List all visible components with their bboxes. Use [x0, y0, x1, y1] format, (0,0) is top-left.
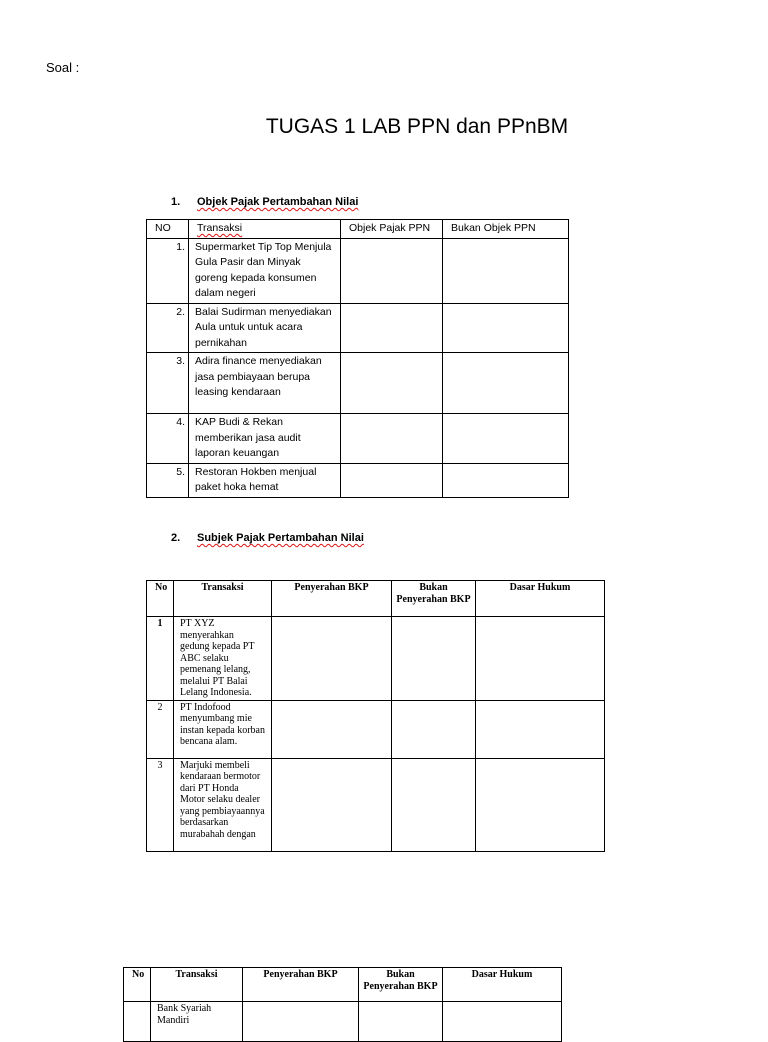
row-transaksi: PT Indofood menyumbang mie instan kepada korban bencana alam. [174, 700, 272, 758]
row-transaksi: Bank Syariah Mandiri [151, 1002, 243, 1042]
column-header-bukan-penyerahan-bkp: Bukan Penyerahan BKP [359, 968, 443, 1002]
table-row [124, 1002, 562, 1042]
row-number: 5. [147, 463, 189, 497]
column-header-bukan-objek: Bukan Objek PPN [443, 220, 569, 239]
column-header-no: No [124, 968, 151, 1002]
row-number: 2. [147, 303, 189, 353]
section-1-number: 1. [171, 196, 181, 208]
row-bukan-cell[interactable] [443, 238, 569, 303]
row-number: 1. [147, 238, 189, 303]
column-header-dasar-hukum: Dasar Hukum [476, 581, 605, 617]
row-transaksi: Balai Sudirman menyediakan Aula untuk untuk acara pernikahan [189, 303, 341, 353]
subjek-pajak-table [146, 580, 605, 852]
section-1-heading [171, 196, 358, 208]
column-header-transaksi: Transaksi [189, 220, 341, 239]
row-number: 3 [147, 758, 174, 851]
column-header-bukan-penyerahan-bkp: Bukan Penyerahan BKP [392, 581, 476, 617]
table-row [147, 617, 605, 701]
column-header-transaksi: Transaksi [151, 968, 243, 1002]
row-transaksi: PT XYZ menyerahkan gedung kepada PT ABC selaku pemenang lelang, melalui PT Balai Lelang Indonesia. [174, 617, 272, 701]
section-2-title: Subjek Pajak Pertambahan Nilai [197, 532, 364, 544]
column-header-no: No [147, 581, 174, 617]
row-number: 4. [147, 414, 189, 464]
row-transaksi: Supermarket Tip Top Menjula Gula Pasir dan Minyak goreng kepada konsumen dalam negeri [189, 238, 341, 303]
table-row [147, 238, 569, 303]
row-bukan-penyerahan-cell[interactable] [392, 617, 476, 701]
column-header-dasar-hukum: Dasar Hukum [443, 968, 562, 1002]
row-dasar-hukum-cell[interactable] [476, 700, 605, 758]
objek-pajak-table [146, 219, 569, 498]
row-bukan-penyerahan-cell[interactable] [392, 700, 476, 758]
column-header-objek: Objek Pajak PPN [341, 220, 443, 239]
table-row [147, 758, 605, 851]
row-dasar-hukum-cell[interactable] [443, 1002, 562, 1042]
row-number: 1 [147, 617, 174, 701]
section-1-title: Objek Pajak Pertambahan Nilai [197, 196, 359, 208]
page-title: TUGAS 1 LAB PPN dan PPnBM [265, 115, 569, 138]
table-row [147, 700, 605, 758]
column-header-penyerahan-bkp: Penyerahan BKP [243, 968, 359, 1002]
row-objek-cell[interactable] [341, 353, 443, 414]
row-penyerahan-cell[interactable] [272, 617, 392, 701]
row-number: 3. [147, 353, 189, 414]
row-dasar-hukum-cell[interactable] [476, 758, 605, 851]
column-header-transaksi: Transaksi [174, 581, 272, 617]
second-subjek-table [123, 967, 562, 1042]
row-penyerahan-cell[interactable] [243, 1002, 359, 1042]
table-row [147, 303, 569, 353]
table-header-row [147, 220, 569, 239]
row-bukan-cell[interactable] [443, 463, 569, 497]
row-penyerahan-cell[interactable] [272, 758, 392, 851]
table-row [147, 463, 569, 497]
column-header-no: NO [147, 220, 189, 239]
row-bukan-cell[interactable] [443, 303, 569, 353]
row-dasar-hukum-cell[interactable] [476, 617, 605, 701]
column-header-penyerahan-bkp: Penyerahan BKP [272, 581, 392, 617]
row-transaksi: KAP Budi & Rekan memberikan jasa audit laporan keuangan [189, 414, 341, 464]
table-header-row [147, 581, 605, 617]
row-number [124, 1002, 151, 1042]
row-objek-cell[interactable] [341, 463, 443, 497]
row-bukan-cell[interactable] [443, 353, 569, 414]
row-number: 2 [147, 700, 174, 758]
row-objek-cell[interactable] [341, 303, 443, 353]
soal-label: Soal : [46, 60, 80, 75]
table-row [147, 353, 569, 414]
row-bukan-cell[interactable] [443, 414, 569, 464]
row-transaksi: Restoran Hokben menjual paket hoka hemat [189, 463, 341, 497]
row-penyerahan-cell[interactable] [272, 700, 392, 758]
row-transaksi: Adira finance menyediakan jasa pembiayaan berupa leasing kendaraan [189, 353, 341, 414]
row-objek-cell[interactable] [341, 414, 443, 464]
row-transaksi: Marjuki membeli kendaraan bermotor dari PT Honda Motor selaku dealer yang pembiayaannya berdasarkan murabahah dengan [174, 758, 272, 851]
row-objek-cell[interactable] [341, 238, 443, 303]
section-2-number: 2. [171, 532, 181, 544]
table-header-row [124, 968, 562, 1002]
table-row [147, 414, 569, 464]
section-2-heading [171, 532, 364, 544]
row-bukan-penyerahan-cell[interactable] [359, 1002, 443, 1042]
row-bukan-penyerahan-cell[interactable] [392, 758, 476, 851]
